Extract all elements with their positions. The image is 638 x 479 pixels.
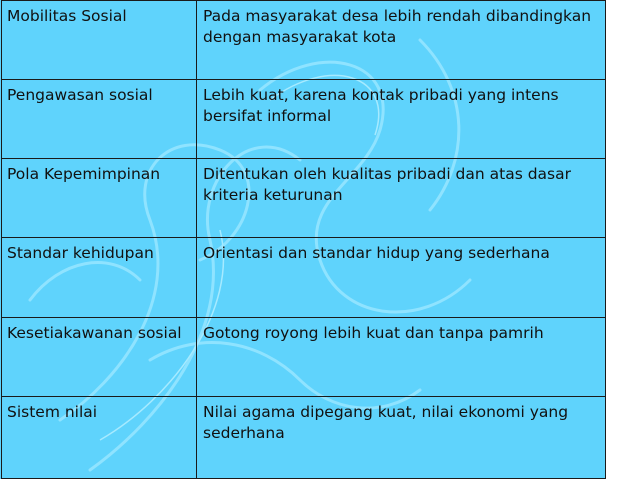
row-label: Pengawasan sosial [2, 80, 197, 159]
row-description: Lebih kuat, karena kontak pribadi yang intens bersifat informal [197, 80, 606, 159]
row-description: Ditentukan oleh kualitas pribadi dan atas dasar kriteria keturunan [197, 159, 606, 238]
row-label: Sistem nilai [2, 396, 197, 478]
row-label: Standar kehidupan [2, 238, 197, 317]
comparison-table [1, 0, 606, 479]
row-description: Gotong royong lebih kuat dan tanpa pamrih [197, 317, 606, 396]
row-description: Nilai agama dipegang kuat, nilai ekonomi yang sederhana [197, 396, 606, 478]
table-row [2, 159, 606, 238]
table-row [2, 238, 606, 317]
table-row [2, 80, 606, 159]
right-margin-panel [606, 0, 638, 479]
table-row [2, 317, 606, 396]
row-label: Mobilitas Sosial [2, 1, 197, 80]
table-row [2, 396, 606, 478]
row-description: Pada masyarakat desa lebih rendah dibandingkan dengan masyarakat kota [197, 1, 606, 80]
table-row [2, 1, 606, 80]
row-label: Pola Kepemimpinan [2, 159, 197, 238]
row-description: Orientasi dan standar hidup yang sederhana [197, 238, 606, 317]
row-label: Kesetiakawanan sosial [2, 317, 197, 396]
